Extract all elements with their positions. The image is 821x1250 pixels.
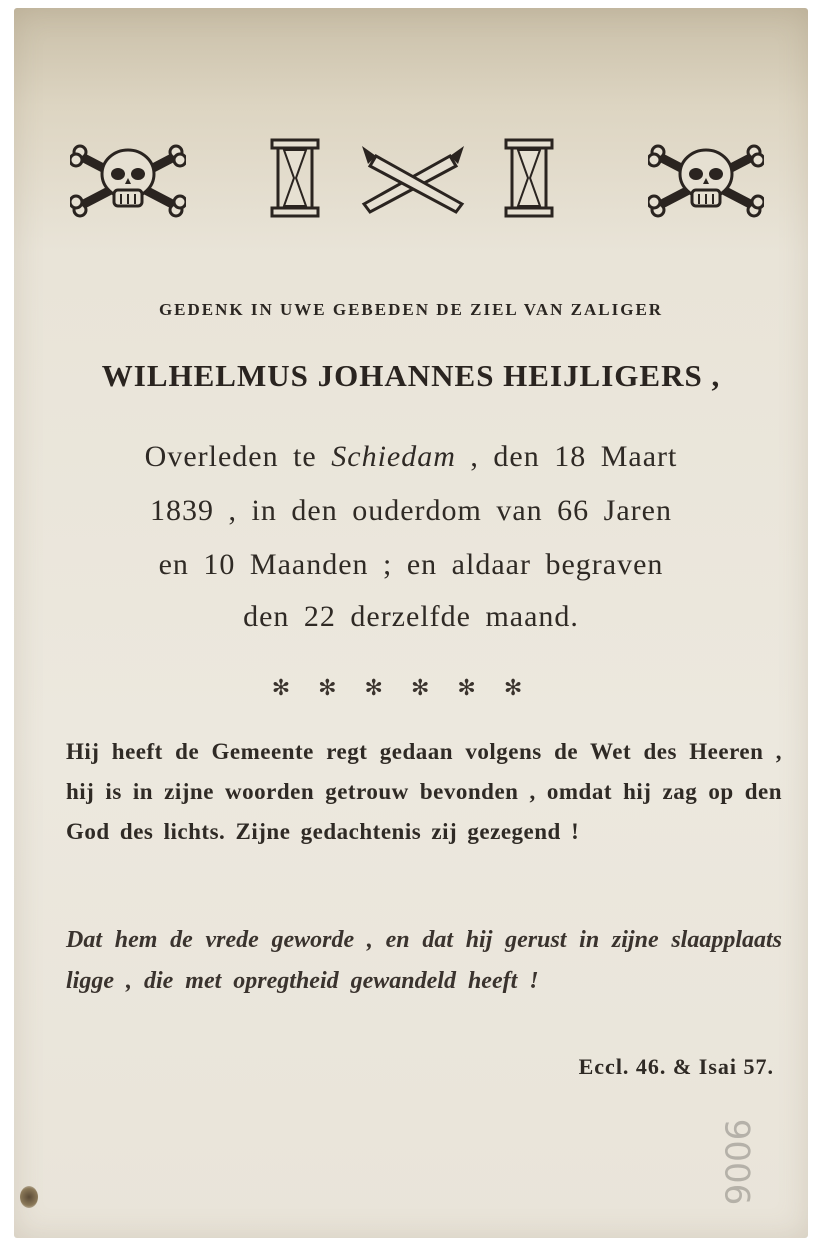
memorial-card <box>14 8 808 1238</box>
crossed-torches-icon <box>358 138 468 218</box>
death-line-4: den 22 derzelfde maand. <box>243 600 579 633</box>
deceased-name: WILHELMUS JOHANNES HEIJLIGERS , <box>101 358 721 393</box>
emblem-row <box>14 138 808 238</box>
star-divider: ✻✻✻✻✻✻ <box>271 676 551 701</box>
death-line-1 <box>14 440 808 474</box>
skull-crossbones-icon <box>648 138 764 218</box>
stain-mark <box>20 1186 38 1208</box>
death-line-2: 1839 , in den ouderdom van 66 Jaren <box>150 494 672 527</box>
skull-crossbones-icon <box>70 138 186 218</box>
scripture-quote: Dat hem de vrede geworde , en dat hij gerust in zijne slaapplaats ligge , die met opregtheid gewandeld heeft ! <box>66 927 782 994</box>
place-name: Schiedam <box>331 440 456 473</box>
archive-stamp: 9006 <box>716 1118 757 1206</box>
death-line-3: en 10 Maanden ; en aldaar begraven <box>158 548 664 581</box>
scripture-reference: Eccl. 46. & Isai 57. <box>578 1054 774 1079</box>
death-line-1-pre: Overleden te <box>144 440 332 473</box>
prayer-heading: GEDENK IN UWE GEBEDEN DE ZIEL VAN ZALIGER <box>158 300 664 319</box>
death-line-1-post: , den 18 Maart <box>455 440 678 473</box>
tribute-paragraph: Hij heeft de Gemeente regt gedaan volgens de Wet des Heeren , hij is in zijne woorden getrouw bevonden , omdat hij zag op den God des lichts. Zijne gedachtenis zij gezegend ! <box>66 739 782 844</box>
hourglass-icon <box>270 138 320 218</box>
hourglass-icon <box>504 138 554 218</box>
